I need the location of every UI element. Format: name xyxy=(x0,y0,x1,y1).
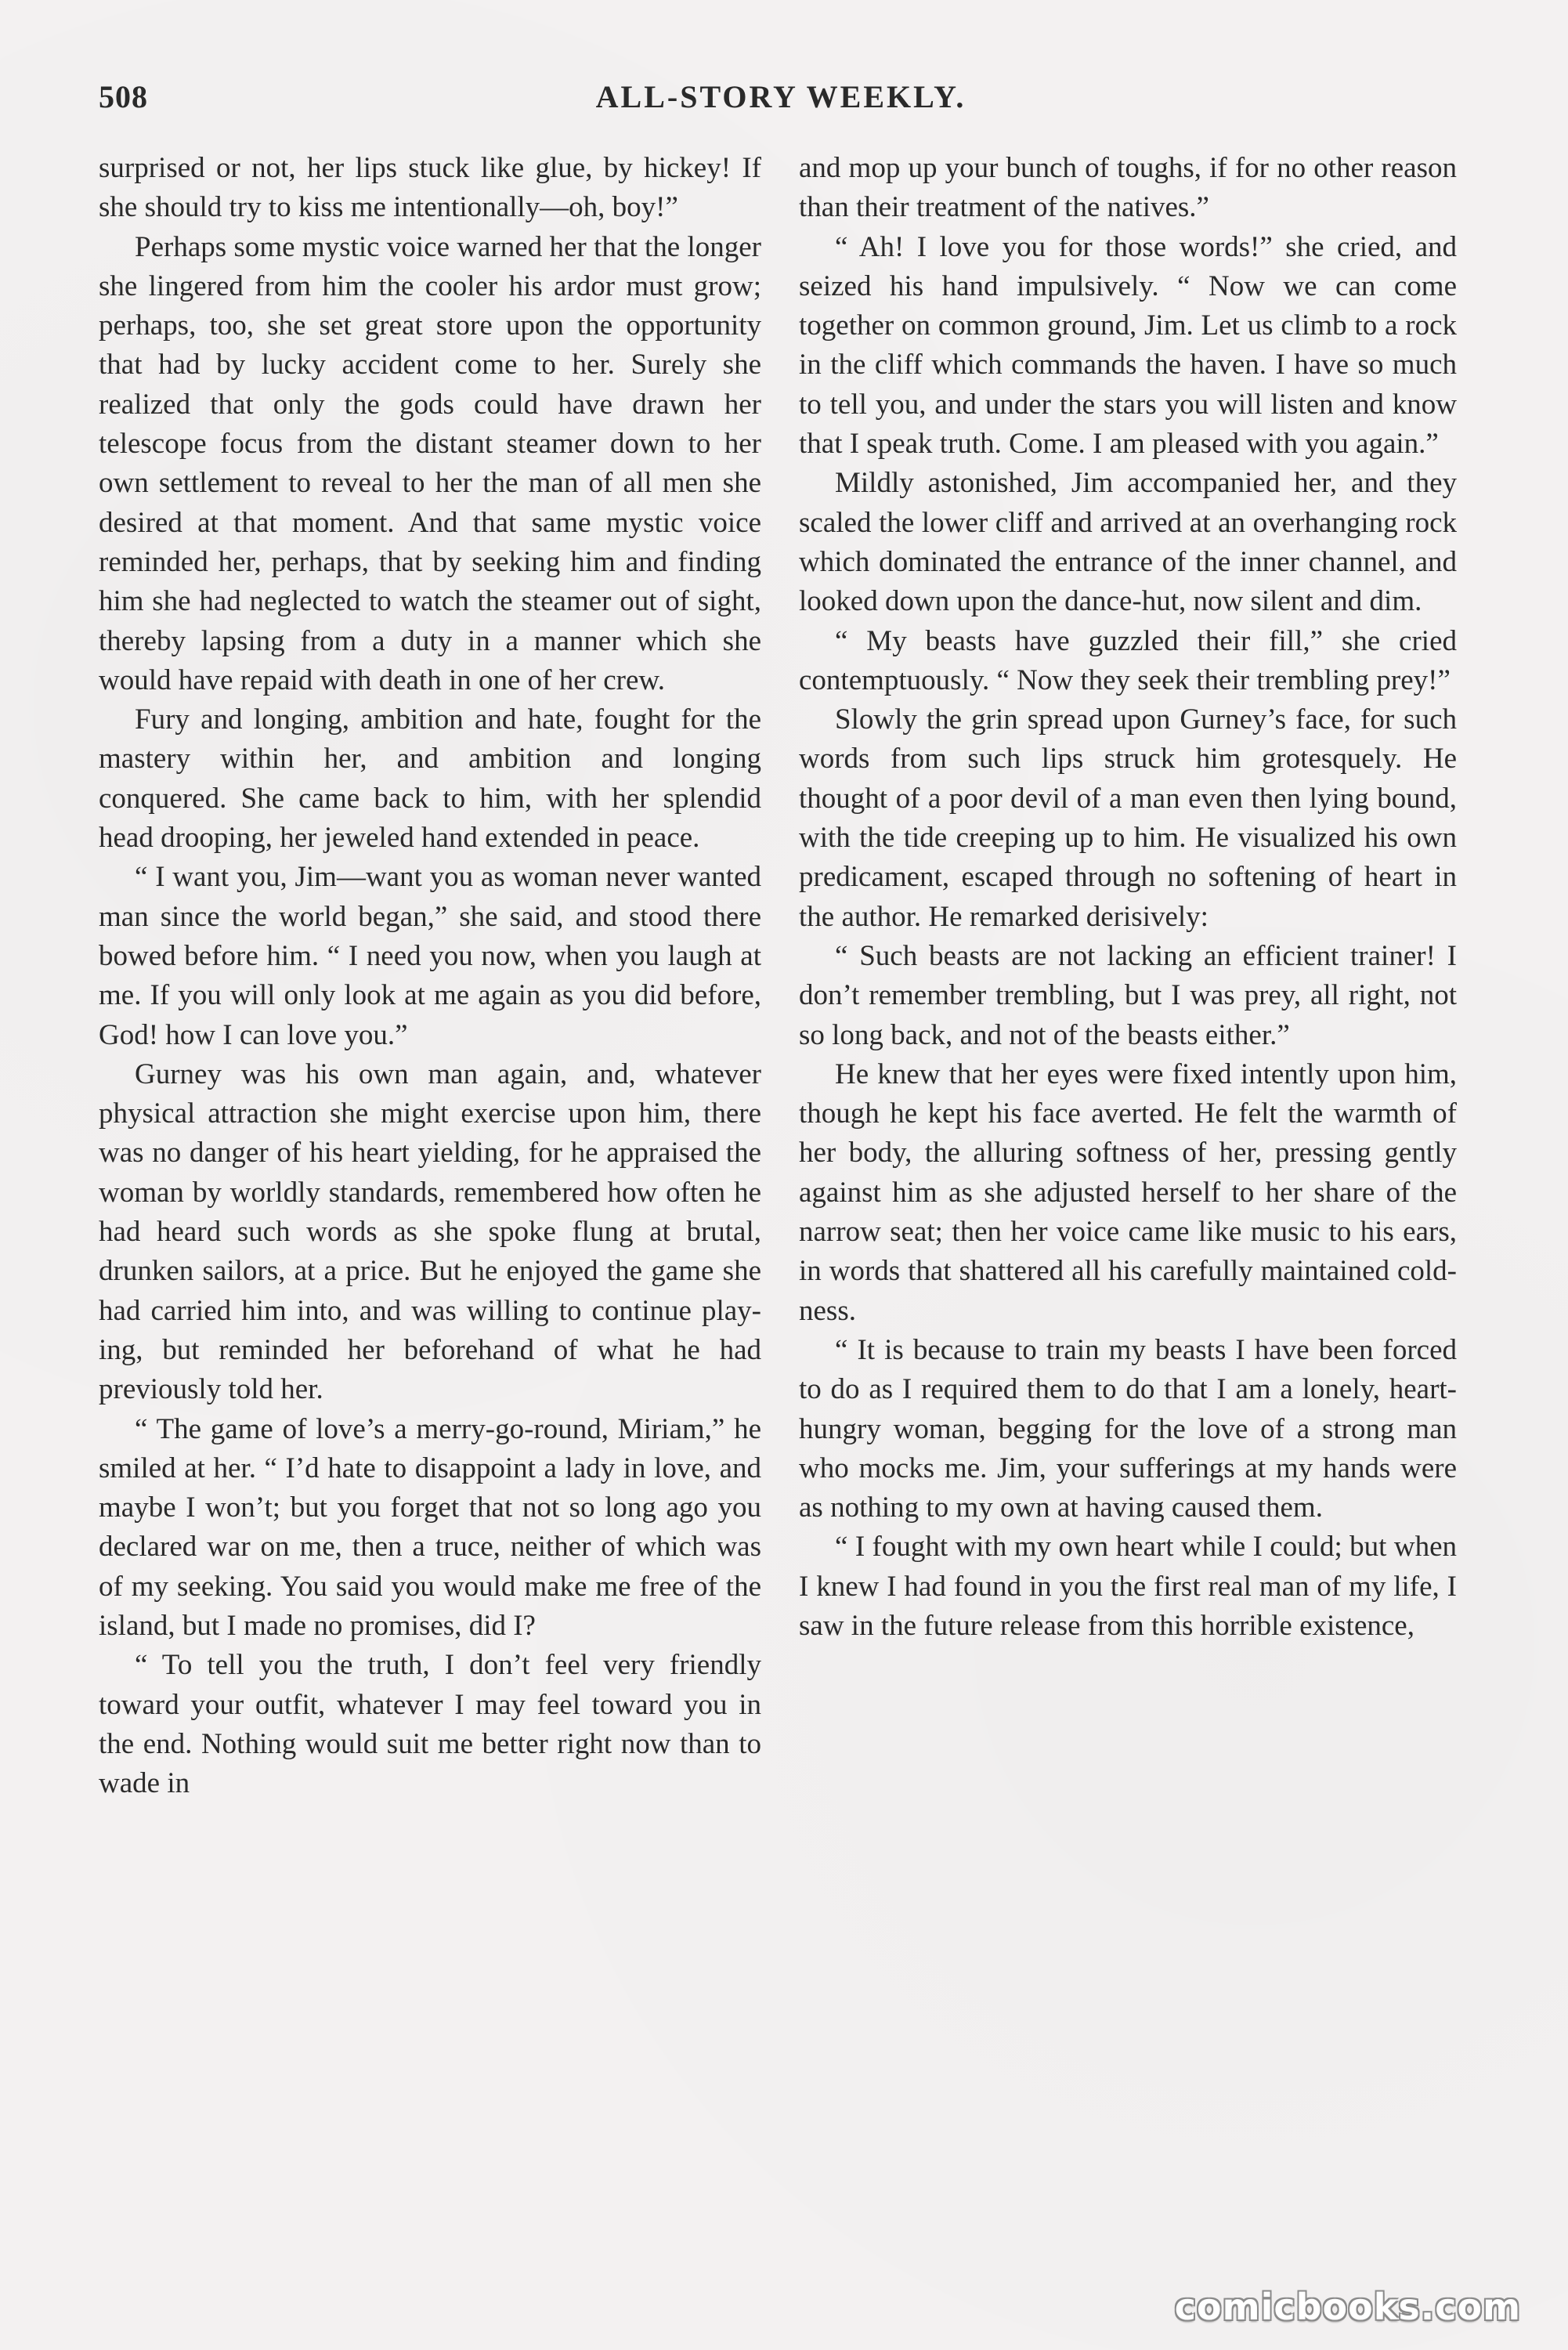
page-header xyxy=(99,78,1463,133)
paragraph: “ To tell you the truth, I don’t feel very friendly toward your outfit, whatever I may feel toward you in the end. Nothing would suit me better right now than to wade in xyxy=(99,1649,761,1800)
paragraph: “ It is because to train my beasts I have been forced to do as I required them to do that I am a lonely, heart-hungry woman, begging for the love of a strong man who mocks me. Jim, your sufferings at my hands were as nothing to my own at having caused them. xyxy=(799,1333,1457,1524)
paragraph: Perhaps some mystic voice warned her that the longer she lingered from him the cooler his ardor must grow; perhaps, too, she set great store upon the opportunity that had by lucky accident come to her. Surely she realized that only the gods could have drawn her telescope focus from the distant steamer down to her own settlement to reveal to her the man of all men she desired at that moment. And that same mystic voice reminded her, perhaps, that by seeking him and finding him she had neglected to watch the steamer out of sight, thereby lapsing from a duty in a manner which she would have repaid with death in one of her crew. xyxy=(99,230,761,696)
paragraph: “ Ah! I love you for those words!” she cried, and seized his hand impulsively. “ Now we can come together on common ground, Jim. Let us climb to a rock in the cliff which commands the haven. I have so much to tell you, and under the stars you will listen and know that I speak truth. Come. I am pleased with you again.” xyxy=(799,230,1457,461)
paragraph: “ I fought with my own heart while I could; but when I knew I had found in you the first real man of my life, I saw in the future release from this horrible existence, xyxy=(799,1531,1457,1642)
paragraph: Slowly the grin spread upon Gurney’s face, for such words from such lips struck him grotesquely. He thought of a poor devil of a man even then lying bound, with the tide creeping up to him. He visualized his own predicament, escaped through no softening of heart in the author. He remarked derisively: xyxy=(799,703,1457,933)
paragraph: “ I want you, Jim—want you as woman never wanted man since the world began,” she said, and stood there bowed before him. “ I need you now, when you laugh at me. If you will only look at me again as you did before, God! how I can love you.” xyxy=(99,861,761,1051)
paragraph: “ Such beasts are not lacking an efficient trainer! I don’t remember trembling, but I was prey, all right, not so long back, and not of the beasts either.” xyxy=(799,939,1457,1051)
paragraph: Fury and longing, ambition and hate, fought for the mastery within her, and ambition and longing conquered. She came back to him, with her splendid head drooping, her jeweled hand extended in peace. xyxy=(99,703,761,855)
paragraph: surprised or not, her lips stuck like glue, by hickey! If she should try to kiss me intentionally—oh, boy!” xyxy=(99,152,761,224)
watermark-logo: comicbooks.com xyxy=(1174,2286,1521,2328)
paragraph: He knew that her eyes were fixed intently upon him, though he kept his face averted. He felt the warmth of her body, the alluring softness of her, pressing gently against him as she adjusted herself to her share of the narrow seat; then her voice came like music to his ears, in words that shattered all his carefully maintained coldness. xyxy=(799,1058,1457,1327)
paragraph: Gurney was his own man again, and, whatever physical attraction she might exercise upon him, there was no danger of his heart yielding, for he appraised the woman by worldly standards, remembered how often he had heard such words as she spoke flung at brutal, drunken sailors, at a price. But he enjoyed the game she had carried him into, and was willing to continue playing, but reminded her beforehand of what he had previously told her. xyxy=(99,1058,761,1406)
paragraph: “ My beasts have guzzled their fill,” she cried contemptuously. “ Now they seek their trembling prey!” xyxy=(799,624,1457,696)
left-column xyxy=(99,149,761,1803)
paragraph: “ The game of love’s a merry-go-round, Miriam,” he smiled at her. “ I’d hate to disappoint a lady in love, and maybe I won’t; but you forget that not so long ago you declared war on me, then a truce, neither of which was of my seeking. You said you would make me free of the island, but I made no promises, did I? xyxy=(99,1412,761,1642)
paragraph: Mildly astonished, Jim accompanied her, and they scaled the lower cliff and arrived at an overhanging rock which dominated the entrance of the inner channel, and looked down upon the dance-hut, now silent and dim. xyxy=(799,467,1457,618)
paragraph: and mop up your bunch of toughs, if for no other reason than their treatment of the natives.” xyxy=(799,152,1457,224)
running-title: ALL-STORY WEEKLY. xyxy=(595,79,966,114)
page-number: 508 xyxy=(99,79,148,114)
right-column xyxy=(799,149,1457,1646)
